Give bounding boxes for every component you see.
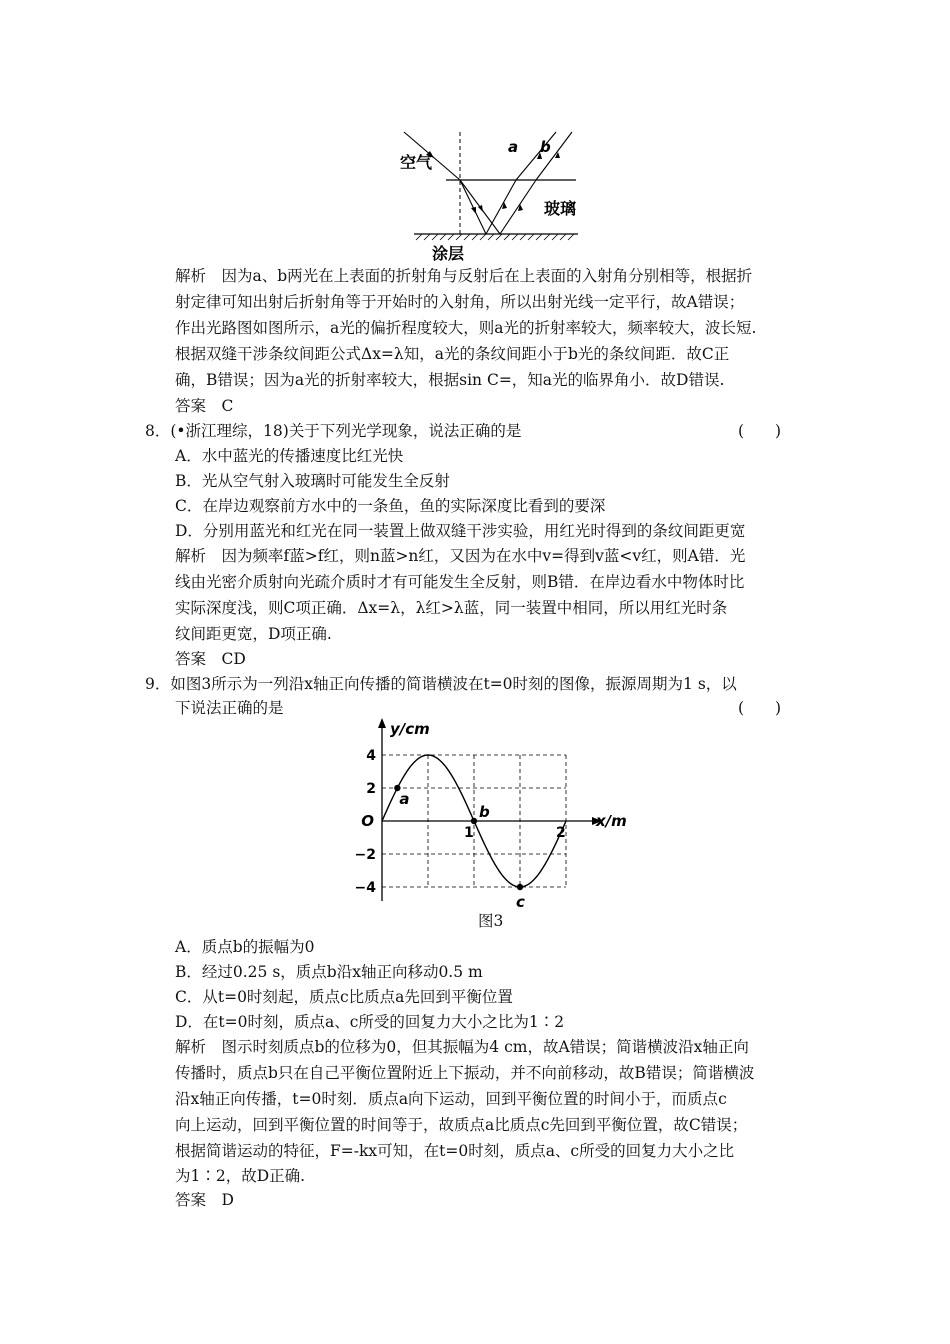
y-axis-arrow	[378, 718, 386, 728]
q7-analysis-line-3: 作出光路图如图所示，a光的偏折程度较大，则a光的折射率较大，频率较大，波长短.	[175, 319, 757, 337]
q9-analysis-line-4: 向上运动，回到平衡位置的时间等于，故质点a比质点c先回到平衡位置，故C错误；	[175, 1116, 748, 1134]
point-label-a: a	[399, 790, 410, 808]
y-tick-label: 2	[366, 781, 376, 797]
label-glass: 玻璃	[544, 199, 577, 218]
q9-analysis-line-1: 解析 图示时刻质点b的位移为0，但其振幅为4 cm，故A错误；简谐横波沿x轴正向	[175, 1038, 749, 1056]
q8-option-a: A．水中蓝光的传播速度比红光快	[175, 447, 404, 465]
q9-option-c: C．从t=0时刻起，质点c比质点a先回到平衡位置	[175, 988, 513, 1006]
q9-blank: ( )	[738, 699, 782, 717]
q9-stem-line-2: 下说法正确的是	[175, 699, 284, 717]
q9-option-b: B．经过0.25 s，质点b沿x轴正向移动0.5 m	[175, 963, 483, 981]
x-tick-label: 1	[464, 825, 474, 841]
q9-option-a: A．质点b的振幅为0	[175, 938, 315, 956]
label-ray-b: b	[540, 138, 551, 156]
q8-analysis-line-4: 纹间距更宽，D项正确.	[175, 625, 332, 643]
q9-option-d: D．在t=0时刻，质点a、c所受的回复力大小之比为1∶2	[175, 1013, 565, 1031]
q8-option-c: C．在岸边观察前方水中的一条鱼，鱼的实际深度比看到的要深	[175, 497, 606, 515]
q8-analysis-line-2: 线由光密介质射向光疏介质时才有可能发生全反射，则B错．在岸边看水中物体时比	[175, 573, 745, 591]
q9-answer: 答案 D	[175, 1191, 234, 1209]
q7-analysis-line-2: 射定律可知出射后折射角等于开始时的入射角，所以出射光线一定平行，故A错误；	[175, 293, 745, 311]
q8-stem: 8．(•浙江理综，18)关于下列光学现象，说法正确的是	[145, 422, 522, 440]
label-coating: 涂层	[432, 244, 465, 263]
ray-arrows	[426, 151, 560, 214]
y-tick-label: −4	[354, 880, 376, 896]
label-air: 空气	[400, 153, 433, 172]
point-b	[471, 818, 477, 824]
q8-analysis-line-1: 解析 因为频率f蓝>f红，则n蓝>n红，又因为在水中v=得到v蓝<v红，则A错．光	[175, 547, 746, 565]
point-c	[517, 884, 523, 890]
q8-option-b: B．光从空气射入玻璃时可能发生全反射	[175, 472, 450, 490]
q9-analysis-line-3: 沿x轴正向传播，t=0时刻．质点a向下运动，回到平衡位置的时间小于，而质点c	[175, 1090, 727, 1108]
q7-analysis-line-1: 解析 因为a、b两光在上表面的折射角与反射后在上表面的入射角分别相等，根据折	[175, 267, 753, 285]
q9-analysis-line-2: 传播时，质点b只在自己平衡位置附近上下振动，并不向前移动，故B错误；简谐横波	[175, 1064, 755, 1082]
q8-analysis-line-3: 实际深度浅，则C项正确．Δx=λ，λ红>λ蓝，同一装置中相同，所以用红光时条	[175, 599, 728, 617]
q8-blank: ( )	[738, 422, 782, 440]
origin-label: O	[361, 812, 374, 830]
refraction-diagram	[390, 128, 590, 266]
y-tick-label: 4	[366, 748, 376, 764]
figure-3-caption: 图3	[478, 912, 504, 930]
y-tick-label: −2	[354, 847, 376, 863]
coating-hatch	[416, 234, 574, 240]
q9-analysis-line-5: 根据简谐运动的特征，F=-kx可知，在t=0时刻，质点a、c所受的回复力大小之比	[175, 1142, 735, 1160]
q8-option-d: D．分别用蓝光和红光在同一装置上做双缝干涉实验，用红光时得到的条纹间距更宽	[175, 522, 746, 540]
point-label-c: c	[516, 893, 525, 911]
q7-answer: 答案 C	[175, 397, 234, 415]
point-label-b: b	[479, 803, 490, 821]
label-ray-a: a	[508, 138, 519, 156]
x-axis-label: x/m	[596, 812, 627, 830]
wave-chart	[354, 716, 627, 911]
x-tick-label: 2	[556, 825, 566, 841]
q7-analysis-line-4: 根据双缝干涉条纹间距公式Δx=λ知，a光的条纹间距小于b光的条纹间距．故C正	[175, 345, 730, 363]
q9-stem-line-1: 9．如图3所示为一列沿x轴正向传播的简谐横波在t=0时刻的图像，振源周期为1 s，以	[145, 675, 737, 693]
q7-analysis-line-5: 确，B错误；因为a光的折射率较大，根据sin C=，知a光的临界角小．故D错误.	[175, 371, 725, 389]
q9-analysis-line-6: 为1∶2，故D正确.	[175, 1167, 306, 1185]
y-axis-label: y/cm	[390, 720, 430, 738]
q8-answer: 答案 CD	[175, 650, 246, 668]
